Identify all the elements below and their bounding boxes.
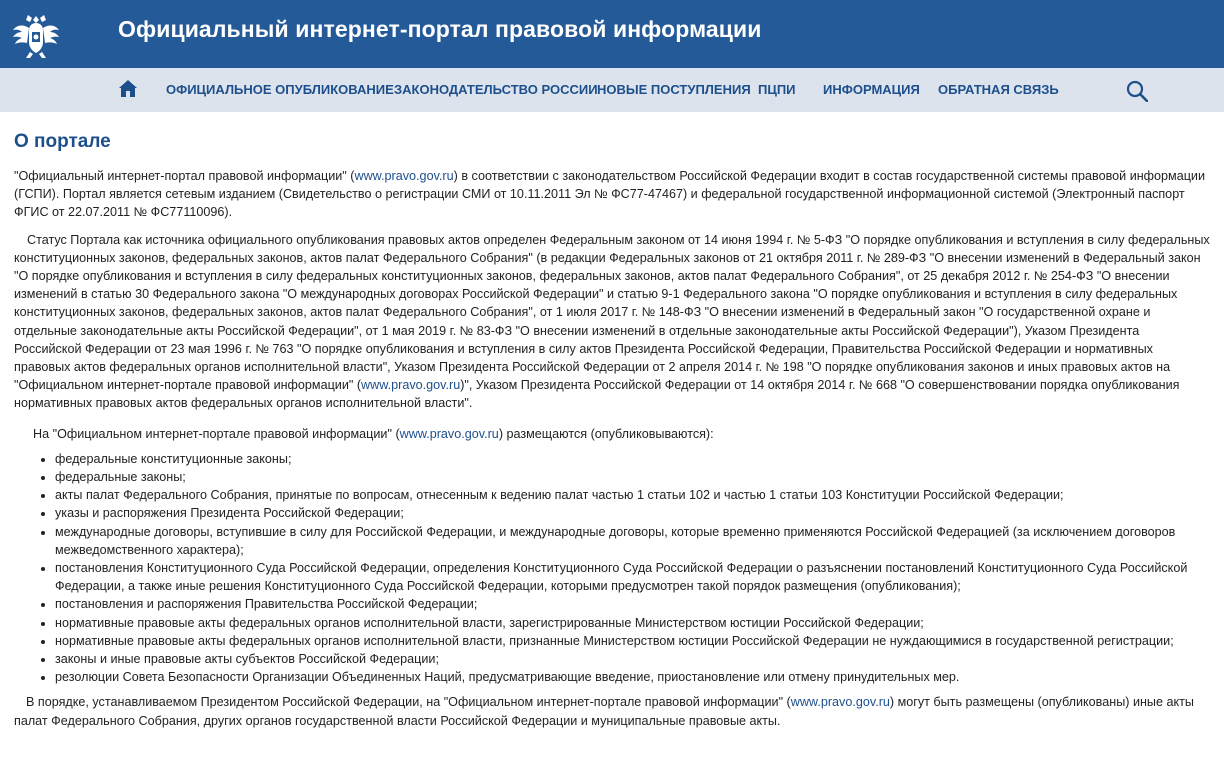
- nav-new-arrivals[interactable]: НОВЫЕ ПОСТУПЛЕНИЯ: [597, 82, 751, 97]
- published-intro-paragraph: На "Официальном интернет-портале правовой информации" (www.pravo.gov.ru) размещаются (опубликовываются):: [33, 426, 714, 441]
- main-navigation: [0, 68, 1224, 112]
- nav-pcpi[interactable]: ПЦПИ: [758, 82, 796, 97]
- status-paragraph: Статус Портала как источника официального опубликования правовых актов определен Федеральным законом от 14 июня 1994 г. № 5-ФЗ "О порядке опубликования и вступления в силу федеральных конституционных законов, федеральных законов, актов палат Федерального Собрания" (в редакции Федеральных законов от 21 октября 2011 г. № 289-ФЗ "О внесении изменений в Федеральный закон "О порядке опубликования и вступления в силу федеральных конституционных законов, федеральных законов, актов палат Федерального Собрания", от 25 декабря 2012 г. № 254-ФЗ "О внесении изменений в статью 30 Федерального закона "О международных договорах Российской Федерации" и статью 9-1 Федерального закона "О порядке опубликования и вступления в силу федеральных конституционных законов, федеральных законов, актов палат Федерального Собрания", от 1 июля 2017 г. № 148-ФЗ "О внесении изменений в Федеральный закон "О государственной охране и отдельные законодательные акты Российской Федерации", от 1 мая 2019 г. № 83-ФЗ "О внесении изменений в отдельные законодательные акты Российской Федерации"), Указом Президента Российской Федерации от 23 мая 1996 г. № 763 "О порядке опубликования и вступления в силу актов Президента Российской Федерации, Правительства Российской Федерации и нормативных правовых актов федеральных органов исполнительной власти", Указом Президента Российской Федерации от 2 апреля 2014 г. № 198 "О порядке опубликования законов и иных правовых актов на "Официальном интернет-портале правовой информации" (www.pravo.gov.ru)", Указом Президента Российской Федерации от 14 октября 2014 г. № 668 "О совершенствовании порядка опубликования нормативных правовых актов федеральных органов исполнительной власти".: [14, 232, 1210, 411]
- page-title: О портале: [14, 131, 111, 152]
- list-item: • акты палат Федерального Собрания, принятые по вопросам, отнесенным к ведению палат частью 1 статьи 102 и частью 1 статьи 103 Конституции Российской Федерации;: [55, 486, 1210, 504]
- list-item: • нормативные правовые акты федеральных органов исполнительной власти, признанные Министерством юстиции Российской Федерации не нуждающимися в государственной регистрации;: [55, 632, 1210, 650]
- list-item: • федеральные конституционные законы;: [55, 450, 1210, 468]
- other-acts-paragraph: В порядке, устанавливаемом Президентом Российской Федерации, на "Официальном интернет-портале правовой информации" (www.pravo.gov.ru) могут быть размещены (опубликованы) иные акты палат Федерального Собрания, других органов государственной власти Российской Федерации и муниципальные правовые акты.: [14, 695, 1194, 728]
- home-icon[interactable]: [119, 80, 137, 97]
- nav-russian-legislation[interactable]: ЗАКОНОДАТЕЛЬСТВО РОССИИ: [394, 82, 598, 97]
- search-icon[interactable]: [1126, 80, 1148, 102]
- main-content: [0, 131, 1224, 730]
- list-item: • постановления и распоряжения Правительства Российской Федерации;: [55, 595, 1210, 613]
- site-header: [0, 0, 1224, 68]
- site-title[interactable]: Официальный интернет-портал правовой информации: [118, 16, 762, 42]
- pravo-link[interactable]: www.pravo.gov.ru: [399, 426, 499, 441]
- nav-feedback[interactable]: ОБРАТНАЯ СВЯЗЬ: [938, 82, 1059, 97]
- list-item: • законы и иные правовые акты субъектов Российской Федерации;: [55, 650, 1210, 668]
- nav-official-publication[interactable]: ОФИЦИАЛЬНОЕ ОПУБЛИКОВАНИЕ: [166, 82, 394, 97]
- list-item: • нормативные правовые акты федеральных органов исполнительной власти, зарегистрированные Министерством юстиции Российской Федерации;: [55, 614, 1210, 632]
- list-item: • указы и распоряжения Президента Российской Федерации;: [55, 504, 1210, 522]
- list-item: • постановления Конституционного Суда Российской Федерации, определения Конституционного Суда Российской Федерации о разъяснении постановлений Конституционного Суда Российской Федерации, а также иные решения Конституционного Суда Российской Федерации, которыми предусмотрен такой порядок размещения (опубликования);: [55, 559, 1210, 595]
- pravo-link[interactable]: www.pravo.gov.ru: [361, 378, 461, 393]
- list-item: • международные договоры, вступившие в силу для Российской Федерации, и международные договоры, которые временно применяются Российской Федерацией (за исключением договоров межведомственного характера);: [55, 523, 1210, 559]
- intro-paragraph: "Официальный интернет-портал правовой информации" (www.pravo.gov.ru) в соответствии с законодательством Российской Федерации входит в состав государственной системы правовой информации (ГСПИ). Портал является сетевым изданием (Свидетельство о регистрации СМИ от 10.11.2011 Эл № ФС77-47467) и федеральной государственной информационной системой (Электронный паспорт ФГИС от 22.07.2011 № ФС77110096).: [14, 169, 1206, 220]
- nav-information[interactable]: ИНФОРМАЦИЯ: [823, 82, 920, 97]
- pravo-link[interactable]: www.pravo.gov.ru: [790, 695, 890, 710]
- list-item: • федеральные законы;: [55, 468, 1210, 486]
- published-acts-list: [14, 450, 1210, 687]
- pravo-link[interactable]: www.pravo.gov.ru: [354, 169, 454, 183]
- emblem-icon[interactable]: [8, 6, 64, 62]
- list-item: • резолюции Совета Безопасности Организации Объединенных Наций, предусматривающие введение, приостановление или отмену принудительных мер.: [55, 668, 1210, 686]
